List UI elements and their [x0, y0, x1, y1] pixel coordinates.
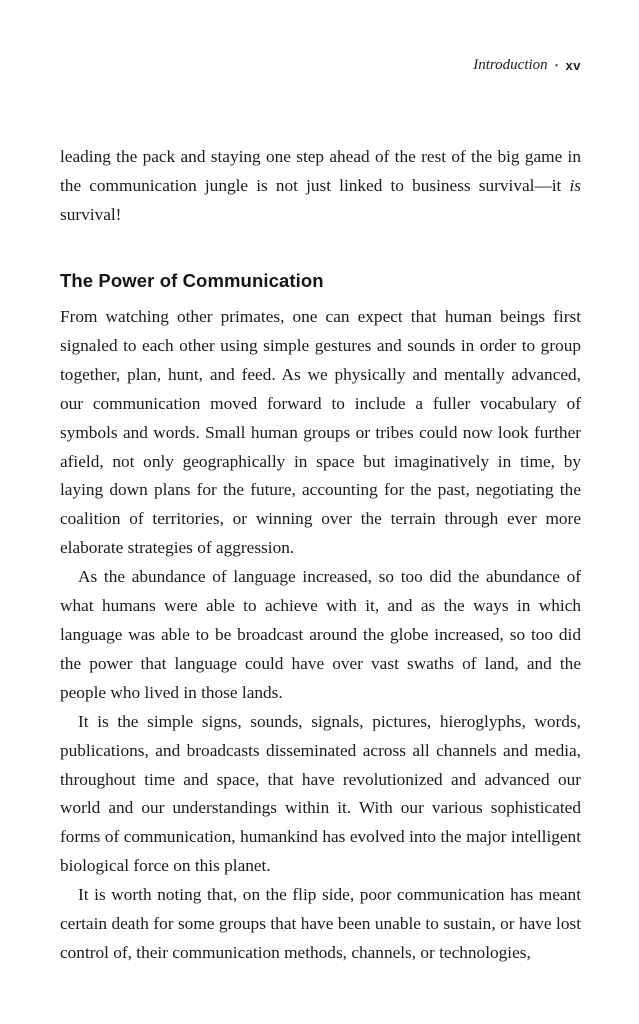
- continued-text-part-2: survival!: [60, 204, 122, 224]
- running-head-separator: •: [554, 59, 559, 72]
- running-head: [473, 57, 581, 74]
- section-heading: The Power of Communication: [60, 270, 324, 291]
- paragraph-2: As the abundance of language increased, so too did the abundance of what humans were able to achieve with it, and as the ways in which language was able to be broadcast around the globe increased, so too did the power that language could have over vast swaths of land, and the people who lived in those lands.: [60, 567, 581, 702]
- page-number: xv: [565, 58, 581, 73]
- paragraph-4: It is worth noting that, on the flip side, poor communication has meant certain death for some groups that have been unable to sustain, or have lost control of, their communication methods, channels, or technologies,: [60, 885, 581, 962]
- continuation-paragraph: [60, 143, 581, 230]
- continued-text: [60, 143, 581, 230]
- paragraph-1: From watching other primates, one can expect that human beings first signaled to each other using simple gestures and sounds in order to group together, plan, hunt, and feed. As we physically and mentally advanced, our communication moved forward to include a fuller vocabulary of symbols and words. Small human groups or tribes could now look further afield, not only geographically in space but imaginatively in time, by laying down plans for the future, accounting for the past, negotiating the coalition of territories, or winning over the terrain through ever more elaborate strategies of aggression.: [60, 307, 581, 558]
- paragraph-3: It is the simple signs, sounds, signals, pictures, hieroglyphs, words, publications, and broadcasts disseminated across all channels and media, throughout time and space, that have revolutionized and advanced our world and our understandings within it. With our various sophisticated forms of communication, humankind has evolved into the major intelligent biological force on this planet.: [60, 711, 581, 876]
- continued-text-part-1: leading the pack and staying one step ahead of the rest of the big game in the communication jungle is not just linked to business survival—it: [60, 147, 581, 195]
- emphasis-word: is: [569, 175, 581, 195]
- section-body: [60, 303, 581, 968]
- running-head-title: Introduction: [473, 57, 548, 73]
